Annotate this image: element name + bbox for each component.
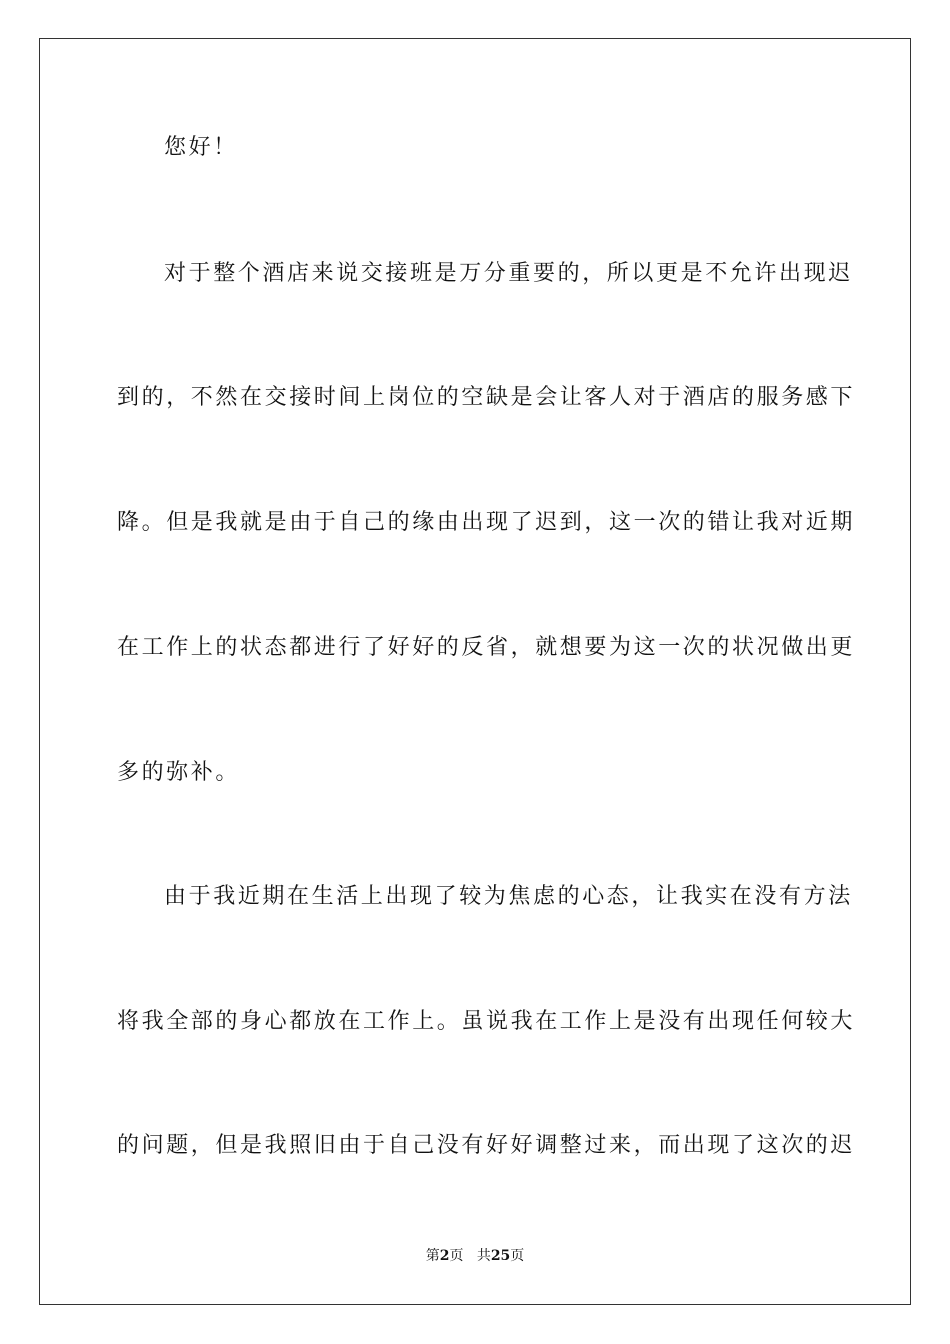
paragraph-2-line-2: 将我全部的身心都放在工作上。虽说我在工作上是没有出现任何较大 xyxy=(117,1009,856,1034)
paragraph-2-line-1: 由于我近期在生活上出现了较为焦虑的心态，让我实在没有方法 xyxy=(164,884,853,909)
paragraph-1-line-5: 多的弥补。 xyxy=(117,760,241,785)
page-footer xyxy=(0,1246,950,1266)
paragraph-1-line-2: 到的，不然在交接时间上岗位的空缺是会让客人对于酒店的服务感下 xyxy=(117,385,856,410)
page-number: 2 xyxy=(439,1248,450,1264)
page-suffix: 页 xyxy=(449,1248,464,1264)
paragraph-1-line-1: 对于整个酒店来说交接班是万分重要的，所以更是不允许出现迟 xyxy=(164,261,853,286)
total-pages: 25 xyxy=(490,1248,511,1264)
page-frame xyxy=(39,38,911,1305)
paragraph-1-line-3: 降。但是我就是由于自己的缘由出现了迟到，这一次的错让我对近期 xyxy=(117,510,856,535)
paragraph-1-line-4: 在工作上的状态都进行了好好的反省，就想要为这一次的状况做出更 xyxy=(117,635,856,660)
total-suffix: 页 xyxy=(510,1248,525,1264)
paragraph-2-line-3: 的问题，但是我照旧由于自己没有好好调整过来，而出现了这次的迟 xyxy=(117,1133,856,1158)
page-prefix: 第 xyxy=(425,1248,440,1264)
greeting-line: 您好！ xyxy=(164,135,238,160)
total-prefix: 共 xyxy=(476,1248,491,1264)
